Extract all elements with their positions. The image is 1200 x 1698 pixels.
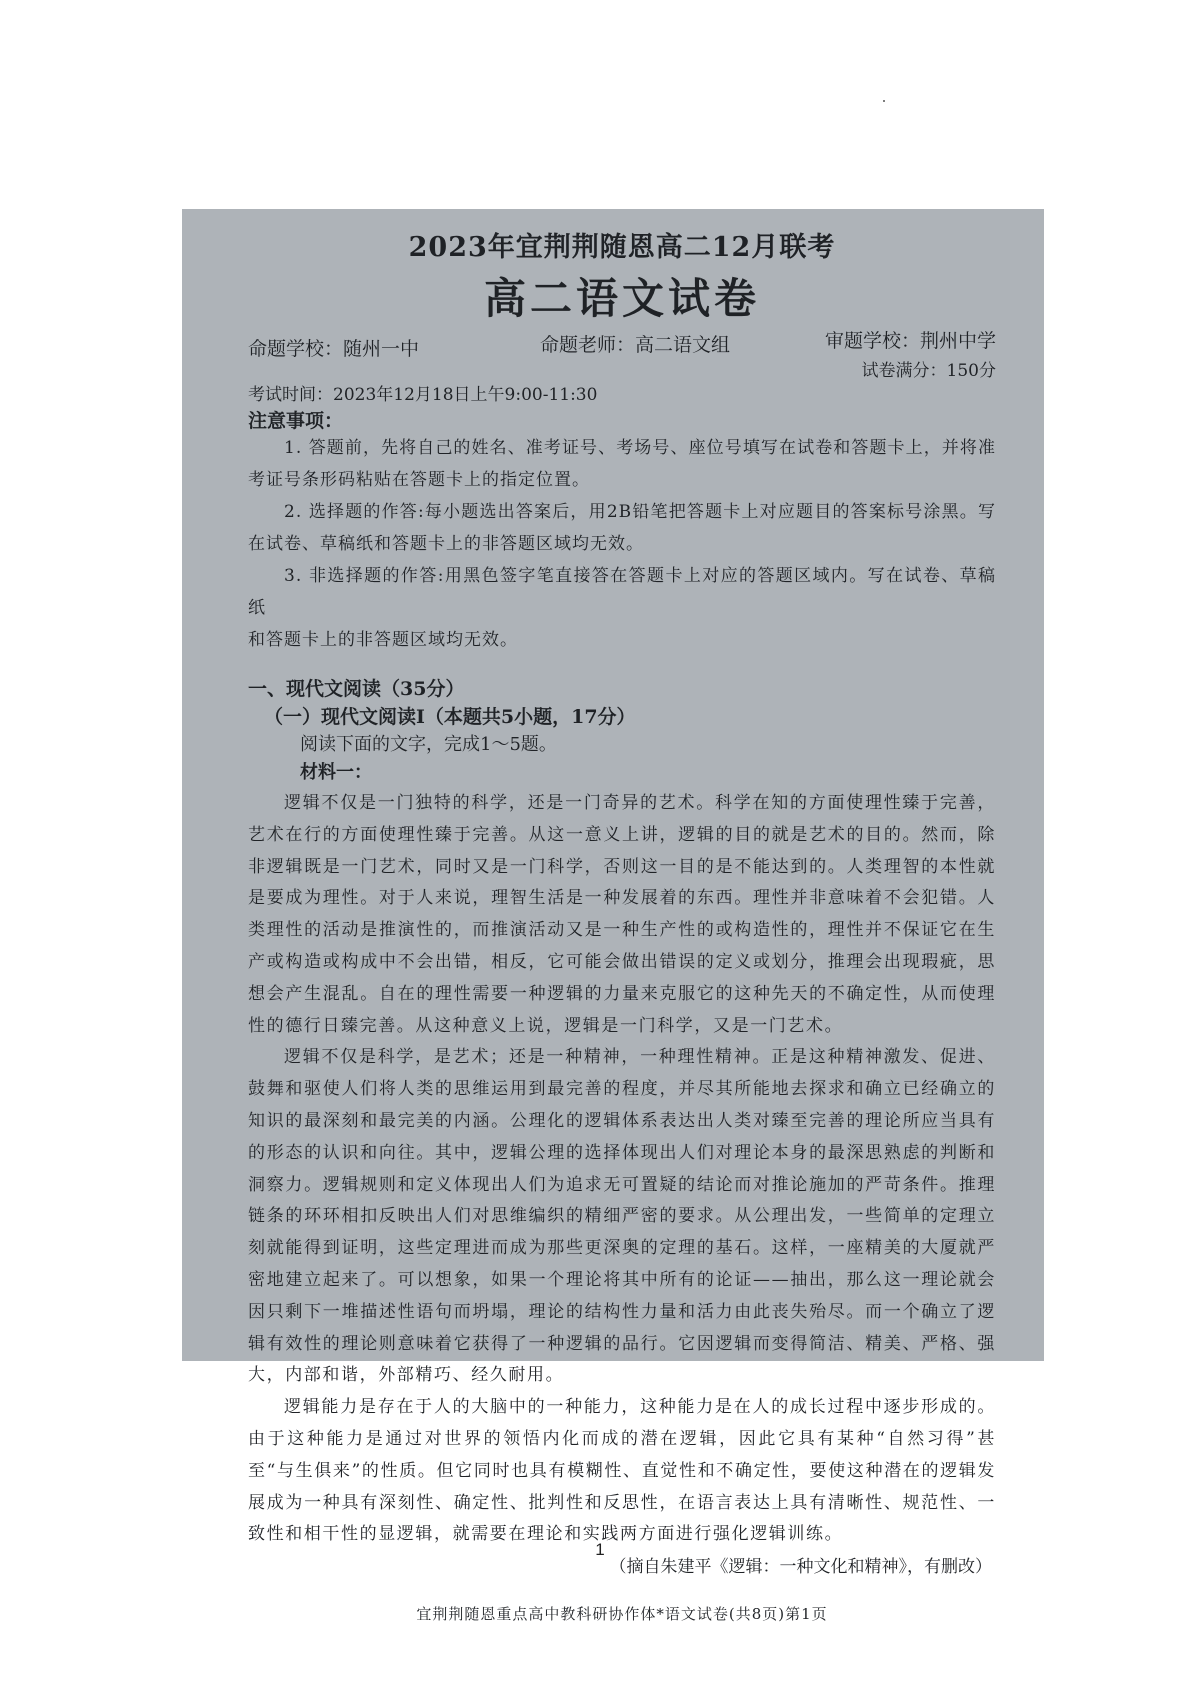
notice-item-3-line-1: 3. 非选择题的作答:用黑色签字笔直接答在答题卡上对应的答题区域内。写在试卷、草稿纸 xyxy=(248,566,996,618)
total-score: 试卷满分：150分 xyxy=(861,361,996,381)
passage-source: （摘自朱建平《逻辑：一种文化和精神》，有删改） xyxy=(609,1557,992,1578)
scan-speck xyxy=(883,100,885,102)
exam-meta-row xyxy=(248,326,996,360)
notice-item-3-line-2: 和答题卡上的非答题区域均无效。 xyxy=(248,630,518,650)
exam-meta-row-2 xyxy=(248,356,996,380)
exam-time: 考试时间：2023年12月18日上午9:00-11:30 xyxy=(248,385,598,405)
section-subtitle: （一）现代文阅读Ⅰ（本题共5小题，17分） xyxy=(264,706,636,728)
exam-title: 2023年宜荆荆随恩高二12月联考 xyxy=(408,232,836,263)
notice-item-2-line-2: 在试卷、草稿纸和答题卡上的非答题区域均无效。 xyxy=(248,534,644,554)
notice-heading: 注意事项： xyxy=(248,410,344,432)
page-footer: 宜荆荆随恩重点高中教科研协作体*语文试卷(共8页)第1页 xyxy=(416,1605,828,1624)
review-school: 审题学校：荆州中学 xyxy=(824,330,996,352)
setter-teacher: 命题老师：高二语文组 xyxy=(540,334,731,356)
setter-school: 命题学校：随州一中 xyxy=(248,338,420,360)
exam-scan xyxy=(182,209,1044,1624)
material-label: 材料一： xyxy=(300,762,372,783)
notice-item-1-line-2: 考证号条形码粘贴在答题卡上的指定位置。 xyxy=(248,470,590,490)
passage-paragraph-2: 逻辑不仅是科学，是艺术；还是一种精神，一种理性精神。正是这种精神激发、促进、鼓舞和驱使人们将人类的思维运用到最完善的程度，并尽其所能地去探求和确立已经确立的知识的最深刻和最完美的内涵。公理化的逻辑体系表达出人类对臻至完善的理论所应当具有的形态的认识和向往。其中，逻辑公理的选择体现出人们对理论本身的最深思熟虑的判断和洞察力。逻辑规则和定义体现出人们为追求无可置疑的结论而对推论施加的严苛条件。推理链条的环环相扣反映出人们对思维编织的精细严密的要求。从公理出发，一些简单的定理立刻就能得到证明，这些定理进而成为那些更深奥的定理的基石。这样，一座精美的大厦就严密地建立起来了。可以想象，如果一个理论将其中所有的论证——抽出，那么这一理论就会因只剩下一堆描述性语句而坍塌，理论的结构性力量和活力由此丧失殆尽。而一个确立了逻辑有效性的理论则意味着它获得了一种逻辑的品行。它因逻辑而变得简洁、精美、严格、强大，内部和谐，外部精巧、经久耐用。 xyxy=(248,1047,996,1386)
passage-paragraph-1: 逻辑不仅是一门独特的科学，还是一门奇异的艺术。科学在知的方面使理性臻于完善，艺术在行的方面使理性臻于完善。从这一意义上讲，逻辑的目的就是艺术的目的。然而，除非逻辑既是一门艺术，同时又是一门科学，否则这一目的是不能达到的。人类理智的本性就是要成为理性。对于人来说，理智生活是一种发展着的东西。理性并非意味着不会犯错。人类理性的活动是推演性的，而推演活动又是一种生产性的或构造性的，理性并不保证它在生产或构造或构成中不会出错，相反，它可能会做出错误的定义或划分，推理会出现瑕疵，思想会产生混乱。自在的理性需要一种逻辑的力量来克服它的这种先天的不确定性，从而使理性的德行日臻完善。从这种意义上说，逻辑是一门科学，又是一门艺术。 xyxy=(248,793,996,1036)
passage-paragraph-3: 逻辑能力是存在于人的大脑中的一种能力，这种能力是在人的成长过程中逐步形成的。由于这种能力是通过对世界的领悟内化而成的潜在逻辑，因此它具有某种“自然习得”甚至“与生俱来”的性质。但它同时也具有模糊性、直觉性和不确定性，要使这种潜在的逻辑发展成为一种具有深刻性、确定性、批判性和反思性，在语言表达上具有清晰性、规范性、一致性和相干性的显逻辑，就需要在理论和实践两方面进行强化逻辑训练。 xyxy=(248,1397,996,1545)
notice-item-1-line-1: 1. 答题前，先将自己的姓名、准考证号、考场号、座位号填写在试卷和答题卡上，并将准 xyxy=(284,438,996,458)
notice-item-2-line-1: 2. 选择题的作答:每小题选出答案后，用2B铅笔把答题卡上对应题目的答案标号涂黑。写 xyxy=(284,502,996,522)
exam-subject-title: 高二语文试卷 xyxy=(483,274,760,323)
reading-instructions: 阅读下面的文字，完成1～5题。 xyxy=(300,734,557,755)
section-title: 一、现代文阅读（35分） xyxy=(248,678,465,700)
page-number: 1 xyxy=(595,1540,605,1559)
